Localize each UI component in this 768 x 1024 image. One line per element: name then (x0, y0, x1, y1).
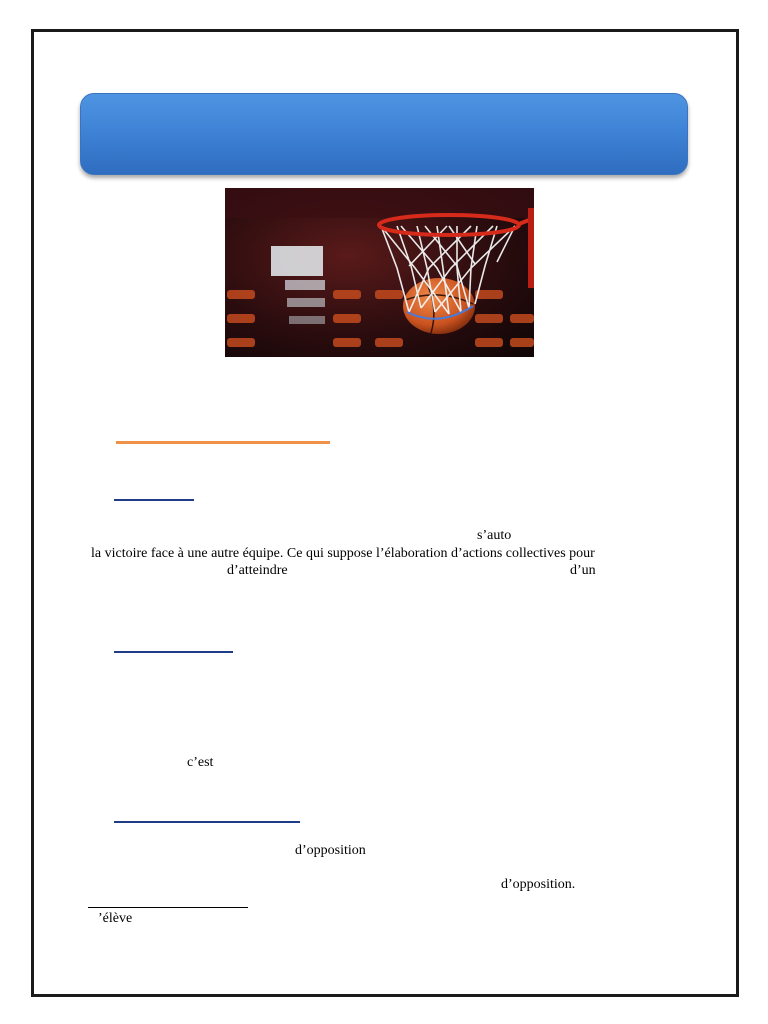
paragraph1-fragment: d’atteindre (227, 563, 288, 578)
paragraph1-fragment: d’un (570, 563, 596, 578)
footnote-separator (88, 907, 248, 908)
paragraph2-fragment: c’est (187, 755, 214, 770)
section-underline-orange (116, 441, 330, 444)
subheading-underline-3 (114, 821, 300, 823)
paragraph3-fragment: d’opposition (295, 843, 366, 858)
title-banner (80, 93, 688, 175)
paragraph1-fragment: s’auto (477, 528, 512, 543)
basketball-hoop-image (225, 188, 534, 357)
footnote-text: ’élève (98, 911, 133, 926)
subheading-underline-2 (114, 651, 233, 653)
paragraph1-line: la victoire face à une autre équipe. Ce qui suppose l’élaboration d’actions collectives pour (91, 546, 595, 561)
subheading-underline-1 (114, 499, 194, 501)
paragraph3-fragment: d’opposition. (501, 877, 576, 892)
